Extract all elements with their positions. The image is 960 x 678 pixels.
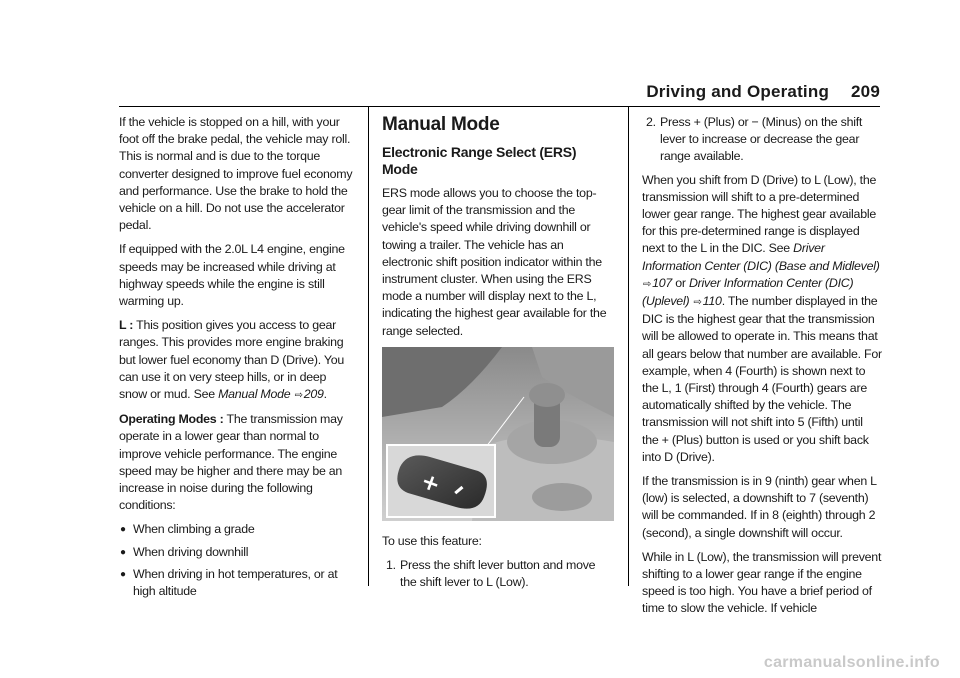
shift-lever-illustration: [382, 347, 614, 521]
paragraph-operating-modes: [119, 411, 355, 514]
paragraph-ers: ERS mode allows you to choose the top-gear limit of the transmission and the vehicle's speed while driving downhill or towing a trailer. The vehicle has an electronic shift position indicator within the instrument cluster. When using the ERS mode a number will display next to the L, indicating the highest gear available for the range selected.: [382, 186, 607, 338]
intro-text: To use this feature:: [382, 533, 482, 548]
paragraph-ninth-gear: If the transmission is in 9 (ninth) gear when L (low) is selected, a downshift to 7 (seventh) will be commanded. If in 8 (eighth) through 2 (second), a single downshift will occur.: [642, 474, 877, 540]
paragraph-engine-speed: If equipped with the 2.0L L4 engine, engine speeds may be increased while driving at highway speeds while the engine is still warming up.: [119, 242, 345, 309]
section-title: Driving and Operating: [646, 82, 830, 101]
paragraph-l-position: [119, 317, 355, 404]
shift-low-text: When you shift from D (Drive) to L (Low), the transmission will shift to a pre-determined lower gear range. The highest gear available for this pre-determined range is displayed next to the L in the DIC. See: [642, 172, 877, 256]
paragraph-engine-speed-limit: While in L (Low), the transmission will prevent shifting to a lower gear range if the engine speed is too high. You have a brief period of time to slow the vehicle. If vehicle: [642, 549, 882, 616]
operating-modes-text: The transmission may operate in a lower gear than normal to improve vehicle performance. The engine speed may be higher and there may be an increase in noise during the following conditions:: [119, 412, 343, 513]
list-item: [382, 557, 614, 591]
manual-mode-page[interactable]: 209: [303, 387, 324, 402]
or-text: or: [672, 275, 689, 290]
reference-arrow-icon: ⇨: [693, 297, 702, 309]
l-text: This position gives you access to gear ranges. This provides more engine braking but lower fuel economy than D (Drive). You can use it on very steep hills, or in deep snow or mud. See: [119, 318, 345, 402]
shift-lever-figure: [382, 347, 614, 521]
page-number: 209: [851, 82, 880, 101]
step-text: Press + (Plus) or − (Minus) on the shift lever to increase or decrease the gear range available.: [660, 115, 863, 164]
column-1: [119, 114, 355, 605]
dic-uplevel-link[interactable]: Driver Information Center (DIC) (Uplevel): [642, 275, 854, 309]
paragraph-hill: If the vehicle is stopped on a hill, with your foot off the brake pedal, the vehicle may roll. This is normal and is due to the torque converter designed to improve fuel economy and performance. Use the brake to hold the vehicle on a hill. Do not use the accelerator pedal.: [119, 115, 353, 233]
subsection-heading: Electronic Range Select (ERS) Mode: [382, 144, 577, 177]
dic-uplevel-page[interactable]: 110: [702, 294, 722, 309]
operating-modes-label: Operating Modes :: [119, 412, 224, 427]
dic-base-link[interactable]: Driver Information Center (DIC) (Base and Midlevel): [642, 241, 880, 273]
dic-base-page[interactable]: 107: [652, 275, 673, 290]
list-item: [119, 544, 355, 561]
list-item: [119, 521, 355, 538]
reference-arrow-icon: ⇨: [643, 278, 652, 290]
steps-list-continued: [642, 114, 882, 166]
column-3: [642, 114, 882, 625]
steps-list: [382, 557, 614, 591]
reference-arrow-icon: ⇨: [294, 390, 303, 402]
list-item: [642, 114, 882, 166]
section-heading: Manual Mode: [382, 114, 500, 135]
watermark: carmanualsonline.info: [763, 654, 940, 671]
dic-explanation-text: . The number displayed in the DIC is the highest gear that the transmission will be allowed to operate in. This means that all gears below that number are available. For example, when 4 (Fourth) is shown next to the L, 1 (First) through 4 (Fourth) gears are automatically shifted by the vehicle. The transmission will not shift into 5 (Fifth) until the + (Plus) button is used or you shift back into D (Drive).: [642, 294, 882, 464]
minus-symbol: –: [444, 474, 472, 504]
step-number: 2.: [646, 115, 656, 129]
list-item: [119, 566, 355, 600]
paragraph-shift-low: [642, 172, 882, 466]
bullet-icon: ●: [120, 524, 126, 536]
bullet-icon: ●: [120, 546, 126, 558]
conditions-list: [119, 521, 355, 600]
bullet-text: When driving in hot temperatures, or at high altitude: [133, 566, 338, 599]
page-header: [646, 82, 880, 102]
column-2: [382, 114, 614, 597]
l-end: .: [323, 387, 327, 402]
bullet-icon: ●: [120, 568, 126, 580]
step-text: Press the shift lever button and move the shift lever to L (Low).: [400, 558, 596, 590]
step-number: 1.: [386, 558, 396, 573]
bullet-text: When driving downhill: [133, 544, 249, 559]
column-divider-2: [628, 106, 629, 586]
plus-symbol: +: [417, 468, 444, 499]
l-label: L :: [119, 318, 134, 333]
header-rule: [119, 106, 880, 107]
bullet-text: When climbing a grade: [133, 522, 255, 537]
column-divider-1: [368, 106, 369, 586]
manual-mode-link[interactable]: Manual Mode: [218, 387, 291, 402]
